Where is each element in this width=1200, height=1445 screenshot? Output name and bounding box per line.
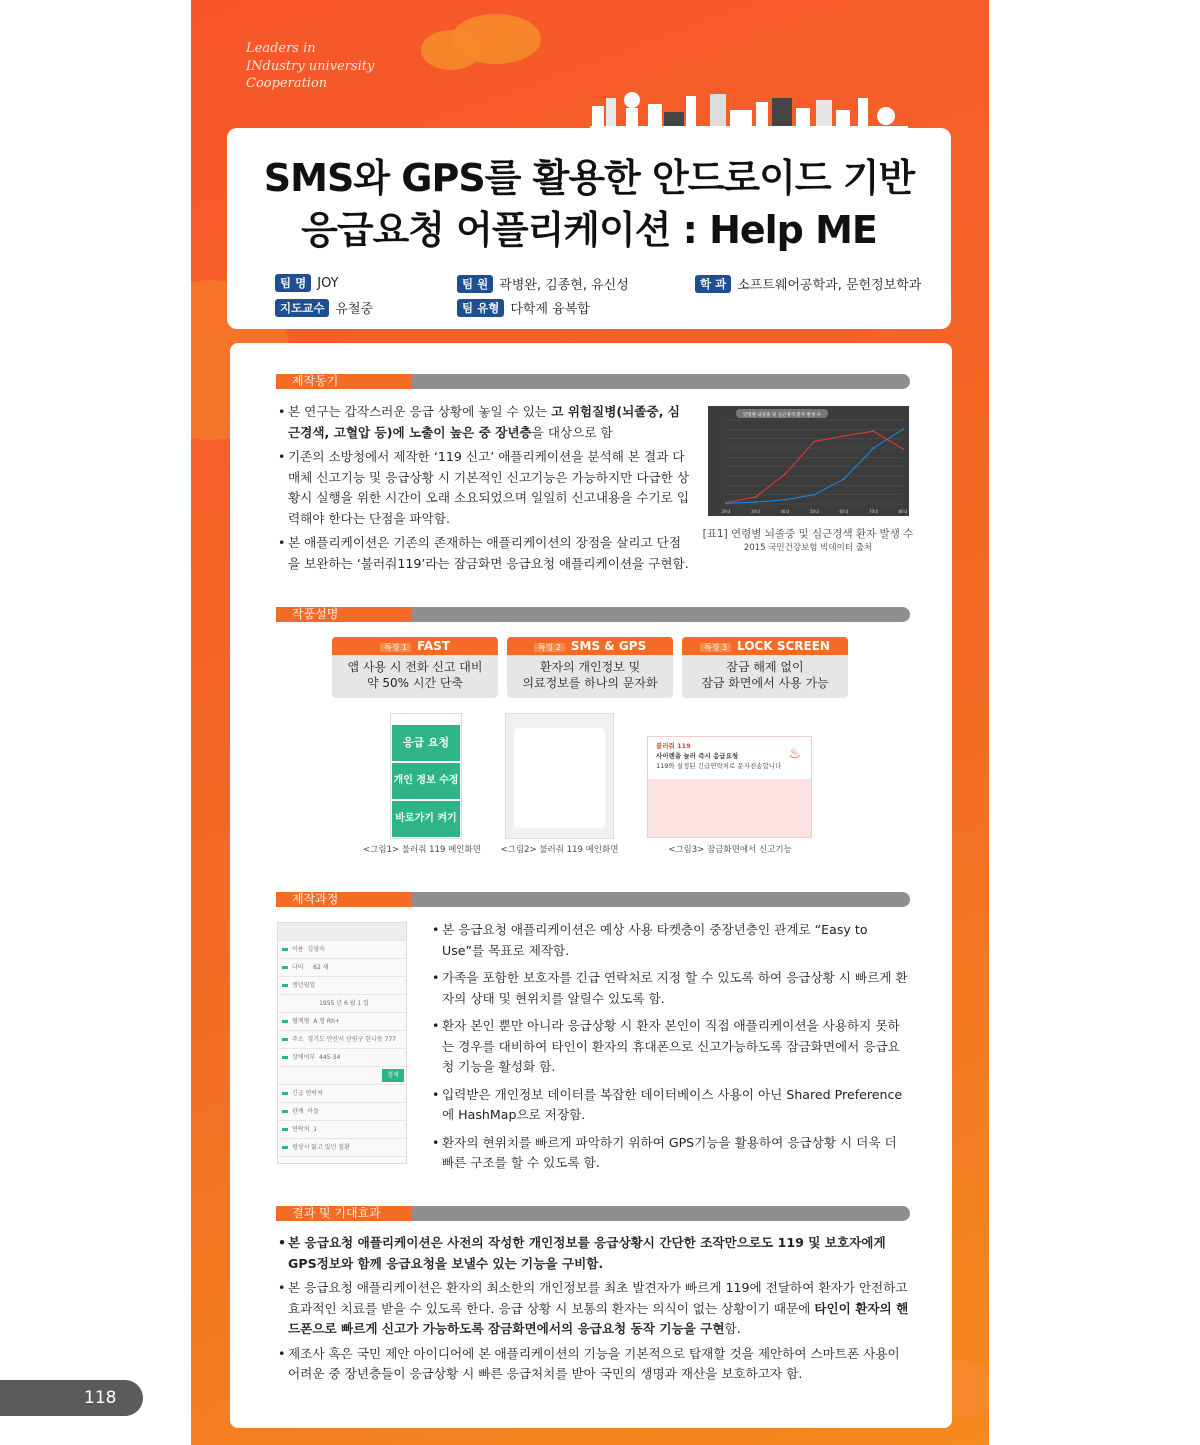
feature-line: 잠금 해제 없이 — [726, 660, 804, 674]
form-row-contact-label — [278, 1085, 406, 1103]
feature-number: 특징 3 — [700, 643, 731, 652]
chart-point — [755, 501, 757, 503]
form-label: 연락처 — [292, 1126, 310, 1133]
leaders-logo-text — [246, 40, 374, 93]
leaders-line: Leaders in — [246, 41, 316, 56]
process-text — [432, 920, 910, 1178]
text-bold: 고 위험질병(뇌졸중, 심근경색, 고혈압 등)에 노출이 높은 중 장년층 — [288, 404, 680, 440]
feature-card — [507, 637, 673, 698]
meta-team-type — [457, 298, 590, 317]
title-card — [227, 128, 951, 329]
chart-point — [902, 428, 904, 430]
meta-value: 소프트웨어공학과, 문헌정보학과 — [737, 278, 922, 293]
figure-caption: <그림3> 잠금화면에서 신고기능 — [668, 845, 792, 855]
form-row-age[interactable] — [278, 959, 406, 977]
feature-card — [332, 637, 498, 698]
form-row-birth-label — [278, 977, 406, 995]
page-title — [227, 152, 951, 256]
screenshot-lockscreen — [647, 736, 812, 838]
motivation-text — [278, 402, 690, 578]
meta-label: 학 과 — [695, 275, 731, 293]
form-label: 생년월일 — [292, 982, 316, 989]
list-item: • 환자의 현위치를 빠르게 파악하기 위하여 GPS기능을 활용하여 응급상황 시 더욱 더 빠른 구조를 할 수 있도록 함. — [432, 1133, 910, 1174]
chart-point — [784, 473, 786, 475]
form-label: 평상시 앓고 있던 질환 — [292, 1144, 350, 1151]
edit-profile-button[interactable]: 개인 정보 수정 — [392, 763, 460, 799]
form-value: 아들 — [307, 1108, 320, 1115]
meta-label: 팀 원 — [457, 275, 493, 293]
notification-title: 불러줘 119 — [656, 742, 691, 750]
section-heading-motivation: 제작동기 — [276, 374, 412, 389]
chart-series-line — [726, 429, 903, 503]
feature-header — [332, 637, 498, 655]
form-row-disability[interactable] — [278, 1049, 406, 1067]
notification-sub: 119와 설정된 긴급연락처로 문자전송합니다 — [656, 762, 782, 770]
text: 본 연구는 갑작스러운 응급 상황에 놓일 수 있는 — [288, 404, 552, 419]
list-item: • 가족을 포함한 보호자를 긴급 연락처로 지정 할 수 있도록 하여 응급상황 시 빠르게 환자의 상태 및 현위치를 알릴수 있도록 함. — [432, 968, 910, 1009]
feature-header — [507, 637, 673, 655]
section-heading-results: 결과 및 기대효과 — [276, 1206, 412, 1221]
title-line: SMS와 GPS를 활용한 안드로이드 기반 — [263, 156, 915, 200]
chart-point — [814, 494, 816, 496]
chart-point — [843, 478, 845, 480]
meta-department — [695, 274, 921, 293]
feature-number: 특징 2 — [534, 643, 565, 652]
meta-label: 팀 명 — [275, 274, 311, 292]
form-label: 긴급 연락처 — [292, 1090, 323, 1097]
form-row-birth[interactable] — [278, 995, 406, 1013]
sms-bubble — [514, 728, 605, 828]
section-heading-description: 작품설명 — [276, 607, 412, 622]
figure-caption: <그림2> 불러줘 119 메인화면 — [500, 845, 619, 855]
siren-icon[interactable]: ♨ — [788, 746, 801, 762]
feature-line: 앱 사용 시 전화 신고 대비 — [347, 660, 483, 674]
form-label: 관계 — [292, 1108, 304, 1115]
profile-form-screenshot — [277, 922, 407, 1164]
stroke-chart — [708, 406, 909, 516]
meta-value: 다학제 융복합 — [510, 302, 590, 317]
results-text — [278, 1233, 910, 1389]
chart-point — [725, 502, 727, 504]
meta-value: 곽병완, 김종현, 유신성 — [499, 278, 629, 293]
feature-line: 의료정보를 하나의 문자화 — [522, 676, 658, 690]
feature-title: FAST — [417, 639, 451, 653]
form-row-disease[interactable] — [278, 1139, 406, 1157]
meta-label: 팀 유형 — [457, 299, 504, 317]
form-label: 혈액형 — [292, 1018, 310, 1025]
form-row-number[interactable] — [278, 1121, 406, 1139]
feature-line: 잠금 화면에서 사용 가능 — [701, 676, 829, 690]
lockscreen-notification[interactable] — [648, 737, 811, 779]
feature-body — [332, 655, 498, 691]
chart-point — [873, 447, 875, 449]
form-value: 62 세 — [313, 964, 329, 971]
list-item — [278, 1278, 910, 1340]
form-row-address[interactable] — [278, 1031, 406, 1049]
leaders-line: INdustry university — [246, 58, 375, 74]
chart-x-tick: 30대 — [751, 509, 760, 514]
text: 함. — [724, 1321, 741, 1336]
chart-point — [814, 441, 816, 443]
form-value: 경기도 안산시 단원구 한나동 777 — [307, 1036, 397, 1043]
meta-advisor — [275, 298, 373, 317]
feature-title: SMS & GPS — [570, 639, 647, 653]
feature-card — [682, 637, 848, 698]
form-value: A 형 Rh+ — [313, 1018, 340, 1025]
meta-team — [275, 274, 339, 292]
chart-point — [873, 430, 875, 432]
list-item: • 본 애플리케이션은 기존의 존재하는 애플리케이션의 장점을 살리고 단점을 보완하는 ‘불러줘119’라는 잠금화면 응급요청 애플리케이션을 구현함. — [278, 533, 690, 574]
title-line: 응급요청 어플리케이션 : Help ME — [301, 208, 877, 252]
form-value: 1955 년 6 월 1 일 — [319, 1000, 369, 1007]
section-heading-process: 제작과정 — [276, 892, 412, 907]
feature-line: 약 50% 시간 단축 — [366, 676, 464, 690]
list-item: • 입력받은 개인정보 데이터를 복잡한 데이터베이스 사용이 아닌 Shared Preference에 HashMap으로 저장함. — [432, 1085, 910, 1126]
city-skyline-illustration — [590, 86, 908, 130]
text: 본 응급요청 애플리케이션은 환자의 최소한의 개인정보를 최초 발견자가 빠르게 119에 전달하여 환자가 안전하고 효과적인 치료를 받을 수 있도록 한다. 응급 상황 시 보통의 환자는 의식이 없는 상황이기 때문에 — [288, 1280, 908, 1316]
chart-point — [784, 499, 786, 501]
chart-x-tick: 60대 — [839, 509, 849, 514]
meta-value: JOY — [317, 275, 339, 291]
text: 을 대상으로 함 — [531, 424, 613, 440]
feature-line: 환자의 개인정보 및 — [539, 660, 641, 674]
chart-point — [843, 435, 845, 437]
figure-caption: <그림1> 불러줘 119 메인화면 — [363, 845, 481, 855]
emergency-request-button[interactable]: 응급 요청 — [392, 725, 460, 761]
page-number: 118 — [0, 1380, 143, 1416]
chart-point — [755, 496, 757, 498]
screenshot-sms — [505, 713, 614, 839]
form-header — [278, 923, 406, 941]
chart-title: 연령별 뇌졸중 및 심근경색 환자 발생 수 — [742, 413, 822, 418]
feature-title: LOCK SCREEN — [737, 639, 830, 653]
shortcut-toggle-button[interactable]: 바로가기 켜기 — [392, 801, 460, 837]
meta-value: 유철중 — [335, 302, 374, 317]
list-item — [278, 402, 690, 443]
cloud-decoration — [421, 30, 481, 70]
form-row-relation[interactable] — [278, 1103, 406, 1121]
form-label: 장애여부 — [292, 1054, 316, 1061]
notification-message: 사이렌을 눌러 즉시 응급요청 — [656, 752, 739, 760]
list-item: • 본 응급요청 애플리케이션은 예상 사용 타켓층이 중장년층인 관계로 “Easy to Use”를 목표로 제작함. — [432, 920, 910, 961]
list-item: • 본 응급요청 애플리케이션은 사전의 작성한 개인정보를 응급상황시 간단한 조작만으로도 119 및 보호자에게 GPS정보와 함께 응급요청을 보낼수 있는 기능을 구비함. — [278, 1233, 910, 1274]
text-bold: 타인이 환자의 핸드폰으로 빠르게 신고가 가능하도록 잠금화면에서의 응급요청 동작 기능을 구현 — [288, 1300, 909, 1336]
form-label: 나이 — [292, 964, 304, 971]
form-row-search — [278, 1067, 406, 1085]
meta-members — [457, 274, 629, 293]
chart-caption: [표1] 연령별 뇌졸중 및 심근경색 환자 발생 수 — [702, 528, 914, 540]
form-value: 김영숙 — [307, 946, 325, 953]
feature-header — [682, 637, 848, 655]
search-button[interactable]: 검색 — [382, 1069, 404, 1082]
feature-body — [507, 655, 673, 691]
list-item: • 환자 본인 뿐만 아니라 응급상황 시 환자 본인이 직접 애플리케이션을 사용하지 못하는 경우를 대비하여 타인이 환자의 휴대폰으로 신고가능하도록 잠금화면에서 응급요청 기능을 활성화 함. — [432, 1016, 910, 1078]
chart-x-tick: 50대 — [810, 509, 819, 514]
chart-x-tick: 70대 — [869, 509, 878, 514]
chart-x-tick: 80대 — [898, 509, 908, 514]
chart-source: 2015 국민건강보험 빅데이터 출처 — [743, 543, 873, 553]
leaders-line: Cooperation — [246, 76, 328, 91]
meta-label: 지도교수 — [275, 299, 329, 317]
feature-body — [682, 655, 848, 691]
form-row-name[interactable] — [278, 941, 406, 959]
form-label: 이름 — [292, 946, 304, 953]
form-label: 주소 — [292, 1036, 304, 1043]
form-value: 1 — [313, 1126, 318, 1133]
chart-point — [902, 448, 904, 450]
form-value: 445-34 — [319, 1054, 341, 1061]
list-item: • 기존의 소방청에서 제작한 ‘119 신고’ 애플리케이션을 분석해 본 결과 다매체 신고기능 및 응급상황 시 기본적인 신고기능은 가능하지만 다급한 상황시 실행을 위한 시간이 오래 소요되었으며 일일히 신고내용을 수기로 입력해야 한다는 단점을 파악함. — [278, 447, 690, 529]
form-row-blood[interactable] — [278, 1013, 406, 1031]
chart-x-tick: 20대 — [721, 509, 731, 514]
list-item: • 제조사 혹은 국민 제안 아이디어에 본 애플리케이션의 기능을 기본적으로 탑재할 것을 제안하여 스마트폰 사용이 어려운 중 장년층들이 응급상황 시 빠른 응급처치를 받아 국민의 생명과 재산을 보호하고자 함. — [278, 1344, 910, 1385]
feature-number: 특징 1 — [380, 643, 411, 652]
chart-x-tick: 40대 — [780, 509, 790, 514]
